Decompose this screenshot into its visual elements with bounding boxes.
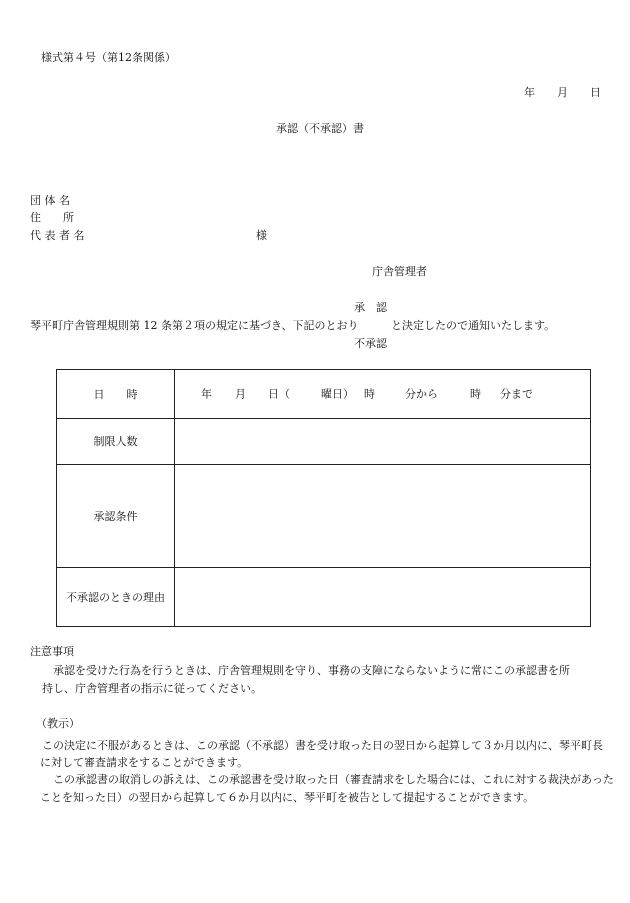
notice-text-before: 琴平町庁舎管理規則第 12 条第２項の規定に基づき、下記のとおり — [30, 319, 359, 332]
instruction-p2-line-2: ことを知った日）の翌日から起算して６か月以内に、琴平町を被告として提起することができます。 — [40, 791, 535, 804]
instruction-p1-line-1: この決定に不服があるときは、この承認（不承認）書を受け取った日の翌日から起算して３か月以内に、琴平町長 — [42, 739, 603, 752]
instruction-heading: （教示） — [36, 717, 80, 730]
limit-row — [57, 419, 591, 465]
address-label: 住 所 — [30, 211, 74, 224]
notice-text-after: と決定したので通知いたします。 — [391, 319, 556, 332]
date-month-label: 月 — [557, 86, 568, 99]
datetime-label: 日 時 — [57, 370, 175, 419]
reason-field[interactable] — [175, 568, 591, 627]
representative-label: 代 表 者 名 — [30, 229, 85, 242]
limit-label: 制限人数 — [57, 419, 175, 465]
datetime-start-hour: 時 — [364, 387, 375, 401]
group-name-label: 団 体 名 — [30, 194, 70, 207]
instruction-p2-line-1: この承認書の取消しの訴えは、この承認書を受け取った日（審査請求をした場合には、これに対する裁決があった — [53, 773, 614, 786]
caution-heading: 注意事項 — [30, 645, 74, 658]
form-number: 様式第４号（第12条関係） — [41, 51, 176, 64]
datetime-month: 月 — [235, 387, 246, 401]
issuer-label: 庁舎管理者 — [372, 265, 427, 278]
honorific-label: 様 — [256, 229, 267, 242]
reason-label: 不承認のときの理由 — [57, 568, 175, 627]
details-table — [56, 369, 591, 627]
limit-field[interactable] — [175, 419, 591, 465]
caution-line-1: 承認を受けた行為を行うときは、庁舎管理規則を守り、事務の支障にならないように常にこの承認書を所 — [53, 664, 570, 677]
conditions-field[interactable] — [175, 465, 591, 568]
date-day-label: 日 — [590, 86, 601, 99]
document-title: 承認（不承認）書 — [276, 122, 364, 135]
datetime-end-hour: 時 — [470, 387, 481, 401]
datetime-year: 年 — [201, 387, 212, 401]
conditions-label: 承認条件 — [57, 465, 175, 568]
datetime-start-minute: 分から — [405, 387, 438, 401]
datetime-end-minute: 分まで — [500, 387, 533, 401]
conditions-row — [57, 465, 591, 568]
notice-approve-option: 承 認 — [354, 301, 387, 314]
notice-disapprove-option: 不承認 — [354, 337, 387, 350]
datetime-day: 日（ — [268, 387, 290, 401]
instruction-p1-line-2: に対して審査請求をすることができます。 — [40, 756, 249, 769]
datetime-row — [57, 370, 591, 419]
reason-row — [57, 568, 591, 627]
datetime-weekday: 曜日） — [321, 387, 354, 401]
date-year-label: 年 — [524, 86, 535, 99]
caution-line-2: 持し、庁舎管理者の指示に従ってください。 — [42, 682, 262, 695]
datetime-field[interactable] — [175, 370, 591, 419]
